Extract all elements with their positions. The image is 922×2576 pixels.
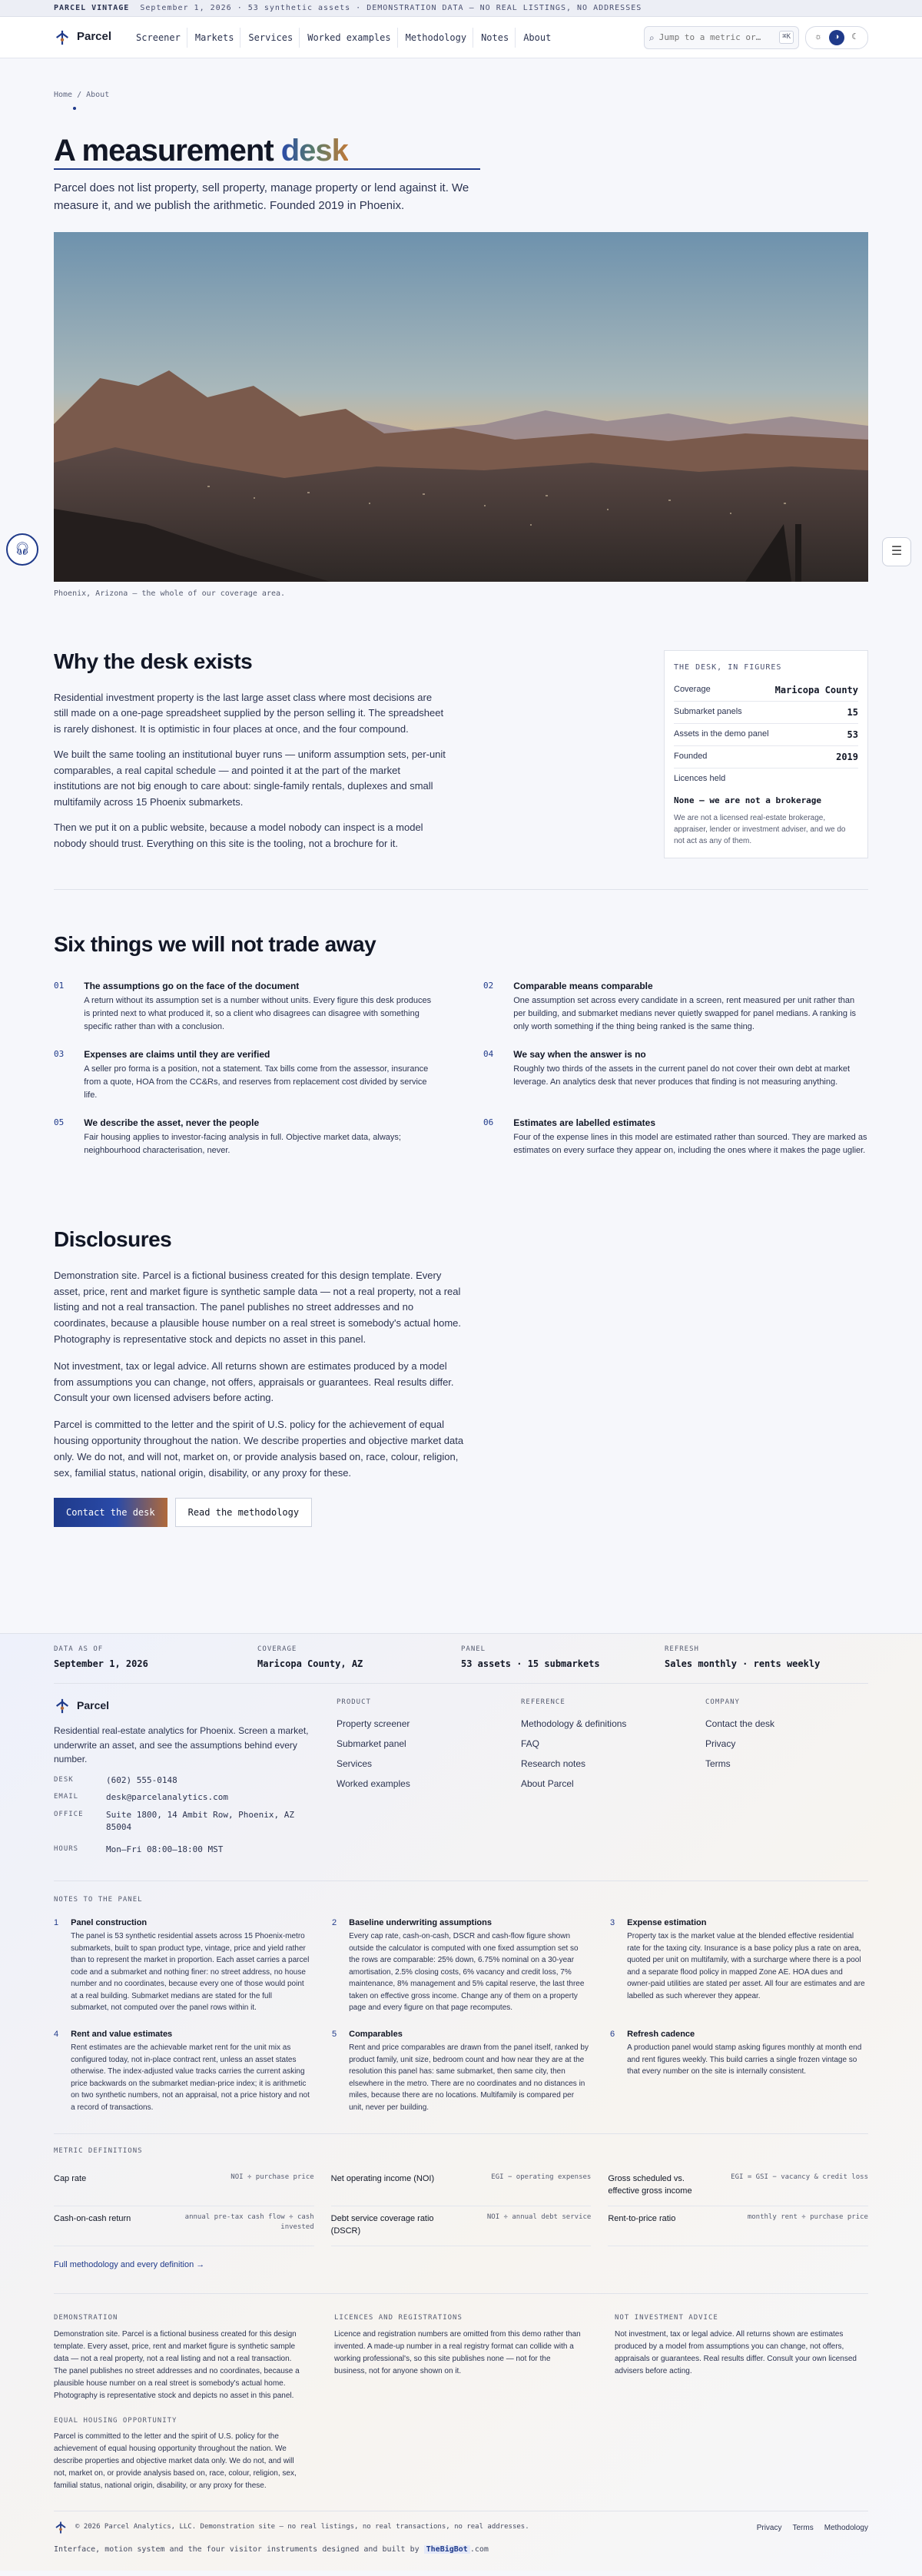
principle-body: A return without its assumption set is a number without units. Every figure this desk produces is printed next to what produced it, so a client who disagrees can disagree with something specific rather than with a conclusion. [84,995,432,1031]
stat-label: PANEL [461,1645,486,1654]
breadcrumb-current: About [86,91,110,99]
headphones-icon: 🎧︎ [14,543,31,556]
disclosure-paragraph: Demonstration site. Parcel is a fictional business created for this design template. Every asset, price, rent and market figure is synthetic sample data — not a real property, not a real listing and not a real transaction. The panel publishes no street addresses and no coordinates, because a plausible house number on a real street is somebody's actual home. Photography is representative stock and depicts no asset in this panel. [54,1269,462,1346]
photo-caption: Phoenix, Arizona — the whole of our coverage area. [54,589,286,598]
principle-item [54,979,439,1034]
fact-row [674,724,858,746]
contact-label: HOURS [54,1844,79,1853]
footer-brand-name: Parcel [77,1699,110,1712]
principle-item [483,979,868,1034]
facts-heading: THE DESK, IN FIGURES [674,662,782,672]
licences-none: None — we are not a brokerage [674,795,822,805]
bottom-link-terms[interactable]: Terms [792,2523,814,2532]
principle-title: We describe the asset, never the people [84,1117,260,1128]
panel-note [332,2028,590,2114]
page-title [54,133,480,170]
contact-row [54,1774,337,1788]
metric-name: Gross scheduled vs. effective gross income [608,2173,692,2196]
notes-heading: NOTES TO THE PANEL [54,1896,143,1904]
settings-sliders-button[interactable] [882,537,911,566]
principle-number: 06 [483,1117,494,1127]
metric-name: Cap rate [54,2173,87,2183]
email-link[interactable]: desk@parcelanalytics.com [106,1792,228,1803]
stat-label: DATA AS OF [54,1645,104,1654]
note-title: Rent and value estimates [71,2029,173,2039]
stat-panel [461,1645,665,1671]
footer-link-privacy[interactable]: Privacy [705,1738,736,1750]
principle-item [54,1116,439,1157]
breadcrumb-home[interactable]: Home [54,91,73,99]
principle-number: 05 [54,1117,65,1127]
contact-row [54,1844,337,1857]
breadcrumb-dot [73,107,76,110]
panel-notes [54,1881,868,2113]
principles-title: Six things we will not trade away [54,931,376,956]
note-body: Rent and price comparables are drawn from the panel itself, ranked by product family, unit size, bedroom count and how near they are at the resolution this panel has: same submarket, then same city, then elsewhere in the metro. There are no coordinates and no distances in miles, because there are no locations. Multifamily is compared per unit, never per building. [349,2043,589,2112]
footer-link-services[interactable]: Services [337,1758,373,1770]
fact-label: Founded [674,752,708,762]
footer-link-contact[interactable]: Contact the desk [705,1718,775,1730]
footer-link-faq[interactable]: FAQ [521,1738,540,1750]
metric-row [608,2166,868,2206]
footer-link-submarket-panel[interactable]: Submarket panel [337,1738,406,1750]
principles-section [54,928,868,1157]
legal-heading: LICENCES AND REGISTRATIONS [334,2313,463,2322]
principle-title: We say when the answer is no [513,1048,646,1060]
panel-note [332,1917,590,2014]
metric-row [608,2206,868,2246]
page-title-accent: desk [280,134,348,168]
principle-item [483,1116,868,1157]
footer-bottom-bar [54,2511,868,2535]
breadcrumb-separator: / [77,91,82,99]
metric-formula: EGI = GSI − vacancy & credit loss [731,2173,868,2181]
credit-link[interactable]: TheBigBot [424,2545,470,2554]
read-methodology-button[interactable]: Read the methodology [175,1498,313,1527]
metrics-heading: METRIC DEFINITIONS [54,2147,143,2156]
why-paragraph: We built the same tooling an institutional buyer runs — uniform assumption sets, per-unit comparables, a real capital schedule — and pointed it at the part of the market institutions are not big enough to care about: single-family rentals, duplexes and small multifamily across 15 Phoenix submarkets. [54,748,446,808]
principle-number: 03 [54,1048,65,1059]
principle-title: Estimates are labelled estimates [513,1117,656,1128]
principle-title: The assumptions go on the face of the document [84,980,300,991]
stat-label: REFRESH [665,1645,699,1654]
principle-body: One assumption set across every candidate in a screen, rent measured per unit rather than per building, and submarket medians never quietly swapped for panel medians. A ranking is only worth something if the thing being ranked is the same thing. [513,995,857,1031]
panel-note [54,1917,312,2014]
phoenix-landscape-illustration [54,232,868,582]
note-number: 4 [54,2029,59,2039]
nav-link-about[interactable]: About [523,32,552,43]
metric-formula: NOI ÷ annual debt service [486,2213,592,2221]
divider [54,889,868,890]
stat-label: COVERAGE [257,1645,297,1654]
panel-note [54,2028,312,2114]
why-title: Why the desk exists [54,649,253,673]
footer-link-terms[interactable]: Terms [705,1758,731,1770]
legal-heading: EQUAL HOUSING OPPORTUNITY [54,2416,177,2425]
disclosure-paragraph: Parcel is committed to the letter and the spirit of U.S. policy for the achievement of equal housing opportunity throughout the nation. We describe properties and objective market data only. We do not, and will not, market on, or provide analysis based on, race, colour, religion, sex, familial status, national origin, disability, or any proxy for these. [54,1419,464,1479]
note-number: 6 [610,2029,615,2039]
footer-link-about[interactable]: About Parcel [521,1778,574,1790]
metric-name: Rent-to-price ratio [608,2213,676,2223]
top-nav [0,17,922,58]
page-lede: Parcel does not list property, sell property, manage property or lend against it. We measure it, and we publish the arithmetic. Founded 2019 in Phoenix. [54,181,469,213]
office-hours: Mon–Fri 08:00–18:00 MST [106,1844,224,1854]
fact-value: Maricopa County [774,684,858,695]
metric-formula: monthly rent ÷ purchase price [747,2213,868,2221]
credit-text: Interface, motion system and the four visitor instruments designed and built by [54,2545,424,2554]
principle-number: 01 [54,980,65,991]
fact-label: Coverage [674,685,711,695]
disclosure-paragraph: Not investment, tax or legal advice. All returns shown are estimates produced by a model from assumptions you can change, not offers, appraisals or guarantees. Real results differ. Consult your own licensed advisers before acting. [54,1359,454,1404]
footer-link-property-screener[interactable]: Property screener [337,1718,410,1730]
panel-note [610,2028,868,2114]
contact-label: DESK [54,1775,74,1784]
footer-link-worked-examples[interactable]: Worked examples [337,1778,410,1790]
banner-brand: PARCEL VINTAGE [54,4,130,12]
note-body: Rent estimates are the achievable market rent for the unit mix as configured today, not in-place contract rent, unless an asset states otherwise. The index-adjusted value tracks carries the current asking price backwards on the submarket median-price index; it is arithmetic on two synthetic numbers, not an appraisal, not a price history and not a record of transactions. [71,2043,310,2112]
footer-column-reference [521,1698,705,1856]
parcel-logo-icon [54,1698,71,1715]
footer-brand[interactable] [54,1698,337,1715]
metric-name: Cash-on-cash return [54,2213,131,2223]
footer-tagline: Residential real-estate analytics for Phoenix. Screen a market, underwrite an asset, and see the assumptions behind every number. [54,1725,309,1765]
principle-number: 04 [483,1048,494,1059]
why-section [54,646,868,858]
footer-column-heading: PRODUCT [337,1698,371,1706]
credit-suffix: .com [469,2545,489,2554]
footer-column-heading: REFERENCE [521,1698,565,1706]
bottom-link-methodology[interactable]: Methodology [824,2523,868,2532]
banner-text: September 1, 2026 · 53 synthetic assets · DEMONSTRATION DATA — NO REAL LISTINGS, NO ADDRESSES [140,4,642,12]
fact-label: Assets in the demo panel [674,729,769,739]
metric-name: Debt service coverage ratio (DSCR) [330,2213,434,2236]
note-number: 1 [54,1917,59,1927]
principle-body: A seller pro forma is a position, not a statement. Tax bills come from the assessor, insurance from a quote, HOA from the CC&Rs, and reserves from replacement cost divided by service life. [84,1064,429,1100]
note-body: The panel is 53 synthetic residential assets across 15 Phoenix-metro submarkets, built to span product type, vintage, price and yield rather than to represent the market in proportion. Each asset carries a parcel code and a submarket and nothing finer: no street address, no house number and no coordinates, because every one of those would point at a real building. Submarket medians are stated for the full submarket, not computed over the panel rows within it. [71,1932,310,2013]
why-paragraph: Then we put it on a public website, because a model nobody can inspect is a model nobody should trust. Everything on this site is the tooling, not a brochure for it. [54,822,423,849]
disclosures-section [54,1223,469,1528]
nav-link-methodology[interactable]: Methodology [400,28,473,48]
note-number: 2 [332,1917,337,1927]
brand-link[interactable] [54,28,111,46]
search-icon: ⌕ [649,32,655,43]
note-number: 3 [610,1917,615,1927]
fact-value: 53 [847,729,858,740]
headphones-button[interactable] [6,533,38,566]
nav-link-worked-examples[interactable]: Worked examples [301,28,397,48]
principle-item [54,1047,439,1102]
phone-link[interactable]: (602) 555-0148 [106,1774,177,1785]
stat-value: 53 assets · 15 submarkets [461,1658,600,1669]
sliders-icon: ☰ [890,545,903,558]
metric-definitions [54,2133,868,2272]
principle-body: Four of the expense lines in this model are estimated rather than sourced. They are marked as estimates on every surface they appear on, including the ones where it makes the page uglier. [513,1132,867,1155]
principle-body: Roughly two thirds of the assets in the current panel do not cover their own debt at market leverage. An analytics desk that never produces that finding is not measuring anything. [513,1064,851,1087]
principle-item [483,1047,868,1102]
metric-row [331,2206,592,2246]
contact-desk-button[interactable]: Contact the desk [54,1498,167,1527]
nav-link-services[interactable]: Services [242,28,300,48]
legal-licences: Licence and registration numbers are omitted from this demo rather than invented. A made-up number in a real registry format can collide with a working professional's, so this site publishes none — not for the business, not for anyone shown on it. [334,2329,581,2375]
bottom-link-privacy[interactable]: Privacy [756,2523,782,2532]
stat-coverage [257,1645,461,1671]
metric-row [331,2166,592,2206]
facts-fine-print: We are not a licensed real-estate brokerage, appraiser, lender or investment adviser, and we do not act as any of them. [674,813,846,845]
nav-link-markets[interactable]: Markets [189,28,241,48]
stat-value: Sales monthly · rents weekly [665,1658,821,1669]
breadcrumb [54,58,868,101]
copyright: © 2026 Parcel Analytics, LLC. Demonstration site — no real listings, no real transactions, no real addresses. [75,2523,529,2531]
stat-refresh [665,1645,868,1671]
fact-row [674,746,858,768]
phoenix-photo [54,232,868,582]
stat-value: Maricopa County, AZ [257,1658,363,1669]
parcel-logo-icon [54,29,71,46]
footer-stats [54,1634,868,1684]
note-body: A production panel would stamp asking figures monthly at month end and rent figures weekly. This build carries a single frozen vintage so that every number on the site is internally consistent. [627,2043,862,2076]
footer-column-product [337,1698,521,1856]
desk-facts-card [664,650,868,858]
note-body: Property tax is the market value at the blended effective residential rate for the taxing city. Insurance is a base policy plus a rate on area, quoted per unit on multifamily, with a surcharge where there is a pool and a separate flood policy in mapped Zone AE. HOA dues and owner-paid utilities are stated per asset. All four are estimates and are labelled as such wherever they appear. [627,1932,865,2000]
note-number: 5 [332,2029,337,2039]
contact-label: EMAIL [54,1793,79,1801]
fact-row [674,702,858,724]
nav-link-notes[interactable]: Notes [475,28,516,48]
note-title: Refresh cadence [627,2029,695,2039]
metric-name: Net operating income (NOI) [330,2173,435,2183]
designer-credit [54,2544,868,2555]
nav-link-screener[interactable]: Screener [130,28,187,48]
fact-label: Licences held [674,773,726,783]
site-footer [0,1633,922,2571]
legal-demonstration: Demonstration site. Parcel is a fictional business created for this design template. Every asset, price, rent and market figure is synthetic sample data — not a real property, not a real listing and not a real transaction. The panel publishes no street addresses and no coordinates, because a plausible house number on a real street is somebody's actual home. Photography is representative stock and depicts no asset in this panel. [54,2329,300,2400]
note-body: Every cap rate, cash-on-cash, DSCR and cash-flow figure shown outside the calculator is computed with one fixed assumption set so the rows are comparable: 25% down, 6.75% nominal on a 30-year amortisation, 2.5% closing costs, 6% vacancy and credit loss, 7% maintenance, 8% management and 5% capital reserve, the last three taken on effective gross income. Change any of them on a property page and every figure on that page recomputes. [349,1932,585,2013]
note-title: Baseline underwriting assumptions [349,1917,492,1927]
fact-value: 15 [847,706,858,718]
legal-notices [54,2293,868,2493]
metric-search[interactable] [644,26,799,49]
office-address: Suite 1800, 14 Ambit Row, Phoenix, AZ 85004 [106,1809,295,1833]
brand-name: Parcel [77,30,112,44]
stat-data-as-of [54,1645,257,1671]
nav-links [130,28,557,48]
note-title: Expense estimation [627,1917,707,1927]
fact-value: 2019 [836,751,858,762]
contact-row [54,1809,337,1834]
principle-body: Fair housing applies to investor-facing analysis in full. Objective market data, always; neighbourhood characterisation, never. [84,1132,401,1155]
contact-details [54,1774,337,1857]
search-shortcut: ⌘K [779,31,794,45]
parcel-logo-icon [54,2521,68,2535]
why-paragraph: Residential investment property is the last large asset class where most decisions are still made on a one-page spreadsheet supplied by the person selling it. The spreadsheet is rarely dishonest. It is optimistic in four places at once, and the four compound. [54,691,444,735]
moon-icon[interactable]: ☾ [851,32,859,42]
principle-title: Comparable means comparable [513,980,653,991]
full-methodology-link[interactable]: Full methodology and every definition → [54,2259,205,2269]
sun-icon[interactable]: ☼ [814,32,823,42]
metric-row [54,2166,314,2206]
footer-column-heading: COMPANY [705,1698,740,1706]
principle-title: Expenses are claims until they are verified [84,1048,270,1060]
panel-note [610,1917,868,2014]
note-title: Panel construction [71,1917,148,1927]
footer-column-company [705,1698,859,1856]
stat-value: September 1, 2026 [54,1658,148,1669]
legal-not-advice: Not investment, tax or legal advice. All returns shown are estimates produced by a model from assumptions you can change, not offers, appraisals or guarantees. Real results differ. Consult your own licensed advisers before acting. [615,2329,857,2375]
contact-label: OFFICE [54,1810,84,1818]
disclosures-title: Disclosures [54,1227,172,1251]
footer-link-methodology[interactable]: Methodology & definitions [521,1718,627,1730]
metric-formula: annual pre-tax cash flow ÷ cash invested [184,2213,314,2232]
theme-toggle[interactable] [805,26,868,49]
principle-number: 02 [483,980,494,991]
fact-row [674,768,858,789]
metric-formula: NOI ÷ purchase price [230,2173,314,2181]
fact-label: Submarket panels [674,707,742,717]
fact-row [674,679,858,702]
metric-formula: EGI − operating expenses [491,2173,592,2181]
demo-banner [0,0,922,17]
contrast-icon[interactable]: ◑ [829,30,844,45]
contact-row [54,1791,337,1804]
legal-heading: DEMONSTRATION [54,2313,118,2322]
legal-equal-housing: Parcel is committed to the letter and the spirit of U.S. policy for the achievement of equal housing opportunity throughout the nation. We describe properties and objective market data only. We do not, and will not, market on, or provide analysis based on, race, colour, religion, sex, familial status, national origin, disability, or any proxy for these. [54,2432,297,2491]
page-title-main: A measurement [54,134,281,168]
metric-row [54,2206,314,2246]
footer-link-research-notes[interactable]: Research notes [521,1758,586,1770]
legal-heading: NOT INVESTMENT ADVICE [615,2313,718,2322]
note-title: Comparables [349,2029,403,2039]
metric-search-input[interactable] [659,32,774,42]
